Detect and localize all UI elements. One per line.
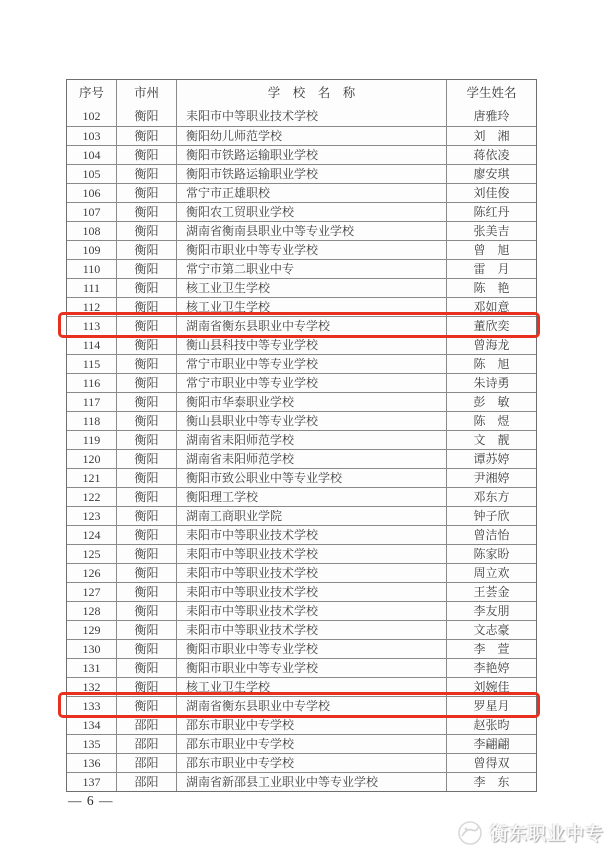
seq-cell: 122 <box>67 487 117 506</box>
school-cell: 耒阳市中等职业技术学校 <box>177 601 447 620</box>
table-row <box>67 715 536 734</box>
school-cell: 耒阳市中等职业技术学校 <box>177 525 447 544</box>
city-cell: 衡阳 <box>117 620 177 639</box>
column-header-seq: 序号 <box>67 80 117 107</box>
table-row <box>67 373 536 392</box>
table-row <box>67 449 536 468</box>
student-name-cell: 赵张昀 <box>447 715 536 734</box>
student-name-cell: 廖安琪 <box>447 164 536 183</box>
seq-cell: 128 <box>67 601 117 620</box>
school-cell: 耒阳市中等职业技术学校 <box>177 544 447 563</box>
seq-cell: 127 <box>67 582 117 601</box>
table-body <box>67 107 536 791</box>
city-cell: 衡阳 <box>117 582 177 601</box>
student-name-cell: 彭 敏 <box>447 392 536 411</box>
seq-cell: 121 <box>67 468 117 487</box>
school-cell: 衡阳幼儿师范学校 <box>177 126 447 145</box>
city-cell: 衡阳 <box>117 373 177 392</box>
city-cell: 衡阳 <box>117 601 177 620</box>
seq-cell: 112 <box>67 297 117 316</box>
student-name-cell: 唐雅玲 <box>473 109 510 123</box>
school-cell: 耒阳市中等职业技术学校 <box>177 620 447 639</box>
student-name-cell: 李 萱 <box>447 639 536 658</box>
student-name-cell: 刘婉佳 <box>447 677 536 696</box>
school-cell: 衡阳市铁路运输职业学校 <box>177 164 447 183</box>
city-cell: 衡阳 <box>117 297 177 316</box>
city-cell: 衡阳 <box>117 259 177 278</box>
seq-cell: 125 <box>67 544 117 563</box>
student-name-cell: 邓如意 <box>447 297 536 316</box>
seq-cell: 104 <box>67 145 117 164</box>
student-name-cell: 曾洁怡 <box>447 525 536 544</box>
city-cell: 邵阳 <box>117 753 177 772</box>
city-cell: 衡阳 <box>117 316 177 335</box>
city-cell: 衡阳 <box>117 563 177 582</box>
city-cell: 邵阳 <box>117 734 177 753</box>
seq-cell: 130 <box>67 639 117 658</box>
city-cell: 衡阳 <box>117 278 177 297</box>
table-row <box>67 734 536 753</box>
city-cell: 衡阳 <box>117 164 177 183</box>
student-name-cell: 陈 艳 <box>447 278 536 297</box>
student-name-cell: 尹湘婷 <box>447 468 536 487</box>
school-cell: 湖南省衡东县职业中专学校 <box>177 316 447 335</box>
table-row <box>67 506 536 525</box>
student-name-cell: 刘 湘 <box>447 126 536 145</box>
seq-cell: 115 <box>67 354 117 373</box>
city-cell: 衡阳 <box>117 411 177 430</box>
student-name-cell: 李艳婷 <box>447 658 536 677</box>
student-name-cell: 曾海龙 <box>447 335 536 354</box>
school-cell: 湖南省耒阳师范学校 <box>177 449 447 468</box>
student-name-cell: 邓东方 <box>447 487 536 506</box>
school-cell: 邵东市职业中专学校 <box>177 715 447 734</box>
student-name-cell: 陈 煜 <box>447 411 536 430</box>
seq-cell: 117 <box>67 392 117 411</box>
student-name-cell: 曾得双 <box>447 753 536 772</box>
seq-cell: 102 <box>67 107 117 126</box>
city-cell: 衡阳 <box>117 639 177 658</box>
city-cell: 衡阳 <box>117 506 177 525</box>
seq-cell: 106 <box>67 183 117 202</box>
student-name-cell: 罗星月 <box>447 696 536 715</box>
seq-cell: 105 <box>67 164 117 183</box>
table-row <box>67 487 536 506</box>
seq-cell: 131 <box>67 658 117 677</box>
school-cell: 核工业卫生学校 <box>177 297 447 316</box>
student-name-cell: 王荟金 <box>447 582 536 601</box>
watermark-text: 衡东职业中专 <box>490 824 604 844</box>
student-name-cell: 文 靓 <box>447 430 536 449</box>
seq-cell: 116 <box>67 373 117 392</box>
student-list-table <box>66 79 537 792</box>
student-name-cell: 刘佳俊 <box>447 183 536 202</box>
student-name-cell: 董欣奕 <box>447 316 536 335</box>
city-cell: 衡阳 <box>117 430 177 449</box>
school-cell: 衡阳市华泰职业学校 <box>177 392 447 411</box>
seq-cell: 132 <box>67 677 117 696</box>
table-row <box>67 658 536 677</box>
student-name-cell: 李翩翩 <box>447 734 536 753</box>
school-cell: 湖南省耒阳师范学校 <box>177 430 447 449</box>
table-row <box>67 164 536 183</box>
table-row <box>67 278 536 297</box>
city-cell: 衡阳 <box>117 183 177 202</box>
school-logo-icon <box>457 820 483 846</box>
student-name-cell: 李友朋 <box>447 601 536 620</box>
student-name-cell: 陈家盼 <box>447 544 536 563</box>
table-row <box>67 639 536 658</box>
seq-cell: 129 <box>67 620 117 639</box>
city-cell: 衡阳 <box>117 202 177 221</box>
city-cell: 衡阳 <box>117 696 177 715</box>
table-row <box>67 335 536 354</box>
student-name-cell: 朱诗勇 <box>447 373 536 392</box>
table-row <box>67 563 536 582</box>
student-name-cell: 文志豪 <box>447 620 536 639</box>
student-name-cell: 曾 旭 <box>447 240 536 259</box>
table-row <box>67 240 536 259</box>
student-name-cell: 谭苏婷 <box>447 449 536 468</box>
school-cell: 湖南工商职业学院 <box>177 506 447 525</box>
table-row <box>67 145 536 164</box>
city-cell: 衡阳 <box>117 145 177 164</box>
table-row <box>67 297 536 316</box>
table-row <box>67 107 536 126</box>
school-cell: 常宁市第二职业中专 <box>177 259 447 278</box>
column-header-name: 学生姓名 <box>466 86 517 100</box>
school-cell: 耒阳市中等职业技术学校 <box>177 582 447 601</box>
table-row <box>67 392 536 411</box>
school-cell: 邵东市职业中专学校 <box>177 753 447 772</box>
table-row <box>67 544 536 563</box>
seq-cell: 110 <box>67 259 117 278</box>
school-cell: 衡阳农工贸职业学校 <box>177 202 447 221</box>
city-cell: 衡阳 <box>117 354 177 373</box>
school-cell: 衡阳市致公职业中等专业学校 <box>177 468 447 487</box>
city-cell: 衡阳 <box>117 449 177 468</box>
school-cell: 常宁市职业中等专业学校 <box>177 373 447 392</box>
table-row <box>67 259 536 278</box>
student-name-cell: 钟子欣 <box>447 506 536 525</box>
table-row <box>67 221 536 240</box>
seq-cell: 107 <box>67 202 117 221</box>
school-cell: 衡阳市职业中等专业学校 <box>177 639 447 658</box>
seq-cell: 133 <box>67 696 117 715</box>
city-cell: 衡阳 <box>117 525 177 544</box>
seq-cell: 113 <box>67 316 117 335</box>
city-cell: 衡阳 <box>117 658 177 677</box>
city-cell: 衡阳 <box>117 468 177 487</box>
school-cell: 湖南省新邵县工业职业中等专业学校 <box>177 772 447 791</box>
seq-cell: 137 <box>67 772 117 791</box>
seq-cell: 111 <box>67 278 117 297</box>
school-cell: 衡阳市职业中等专业学校 <box>177 658 447 677</box>
school-cell: 核工业卫生学校 <box>177 278 447 297</box>
seq-cell: 135 <box>67 734 117 753</box>
city-cell: 衡阳 <box>117 487 177 506</box>
school-cell: 核工业卫生学校 <box>177 677 447 696</box>
school-cell: 湖南省衡东县职业中专学校 <box>177 696 447 715</box>
school-cell: 衡山县科技中等专业学校 <box>177 335 447 354</box>
seq-cell: 108 <box>67 221 117 240</box>
school-cell: 衡阳市铁路运输职业学校 <box>177 145 447 164</box>
table-header-row <box>67 80 536 107</box>
table-row <box>67 411 536 430</box>
column-header-city: 市州 <box>117 80 177 107</box>
table-row <box>67 430 536 449</box>
table-row <box>67 696 536 715</box>
table-row <box>67 753 536 772</box>
seq-cell: 103 <box>67 126 117 145</box>
student-name-cell: 陈红丹 <box>447 202 536 221</box>
student-name-cell: 陈 旭 <box>447 354 536 373</box>
seq-cell: 119 <box>67 430 117 449</box>
school-cell: 邵东市职业中专学校 <box>177 734 447 753</box>
school-cell: 衡山县职业中等专业学校 <box>177 411 447 430</box>
school-cell: 湖南省衡南县职业中等专业学校 <box>177 221 447 240</box>
table-row <box>67 354 536 373</box>
city-cell: 衡阳 <box>117 677 177 696</box>
seq-cell: 114 <box>67 335 117 354</box>
city-cell: 邵阳 <box>117 715 177 734</box>
student-name-cell: 周立欢 <box>447 563 536 582</box>
watermark <box>457 820 604 846</box>
city-cell: 衡阳 <box>117 221 177 240</box>
city-cell: 邵阳 <box>117 772 177 791</box>
table-row <box>67 525 536 544</box>
city-cell: 衡阳 <box>117 544 177 563</box>
school-cell: 衡阳市职业中等专业学校 <box>177 240 447 259</box>
student-name-cell: 雷 月 <box>447 259 536 278</box>
seq-cell: 109 <box>67 240 117 259</box>
seq-cell: 120 <box>67 449 117 468</box>
page-number: — 6 — <box>68 793 114 808</box>
table-row <box>67 601 536 620</box>
table-row <box>67 183 536 202</box>
school-cell: 常宁市正雄职校 <box>177 183 447 202</box>
school-cell: 耒阳市中等职业技术学校 <box>177 107 447 126</box>
city-cell: 衡阳 <box>117 335 177 354</box>
school-cell: 衡阳理工学校 <box>177 487 447 506</box>
table-row <box>67 126 536 145</box>
city-cell: 衡阳 <box>117 126 177 145</box>
seq-cell: 126 <box>67 563 117 582</box>
city-cell: 衡阳 <box>117 107 177 126</box>
school-cell: 耒阳市中等职业技术学校 <box>177 563 447 582</box>
student-name-cell: 李 东 <box>447 772 536 791</box>
table-row <box>67 316 536 335</box>
table-row <box>67 677 536 696</box>
city-cell: 衡阳 <box>117 240 177 259</box>
seq-cell: 124 <box>67 525 117 544</box>
school-cell: 常宁市职业中等专业学校 <box>177 354 447 373</box>
table-row <box>67 582 536 601</box>
table-row <box>67 620 536 639</box>
student-name-cell: 蒋依凌 <box>447 145 536 164</box>
table-row <box>67 772 536 791</box>
city-cell: 衡阳 <box>117 392 177 411</box>
seq-cell: 134 <box>67 715 117 734</box>
seq-cell: 136 <box>67 753 117 772</box>
column-header-school: 学 校 名 称 <box>177 80 447 107</box>
seq-cell: 123 <box>67 506 117 525</box>
table-row <box>67 202 536 221</box>
table-row <box>67 468 536 487</box>
seq-cell: 118 <box>67 411 117 430</box>
student-name-cell: 张美吉 <box>447 221 536 240</box>
